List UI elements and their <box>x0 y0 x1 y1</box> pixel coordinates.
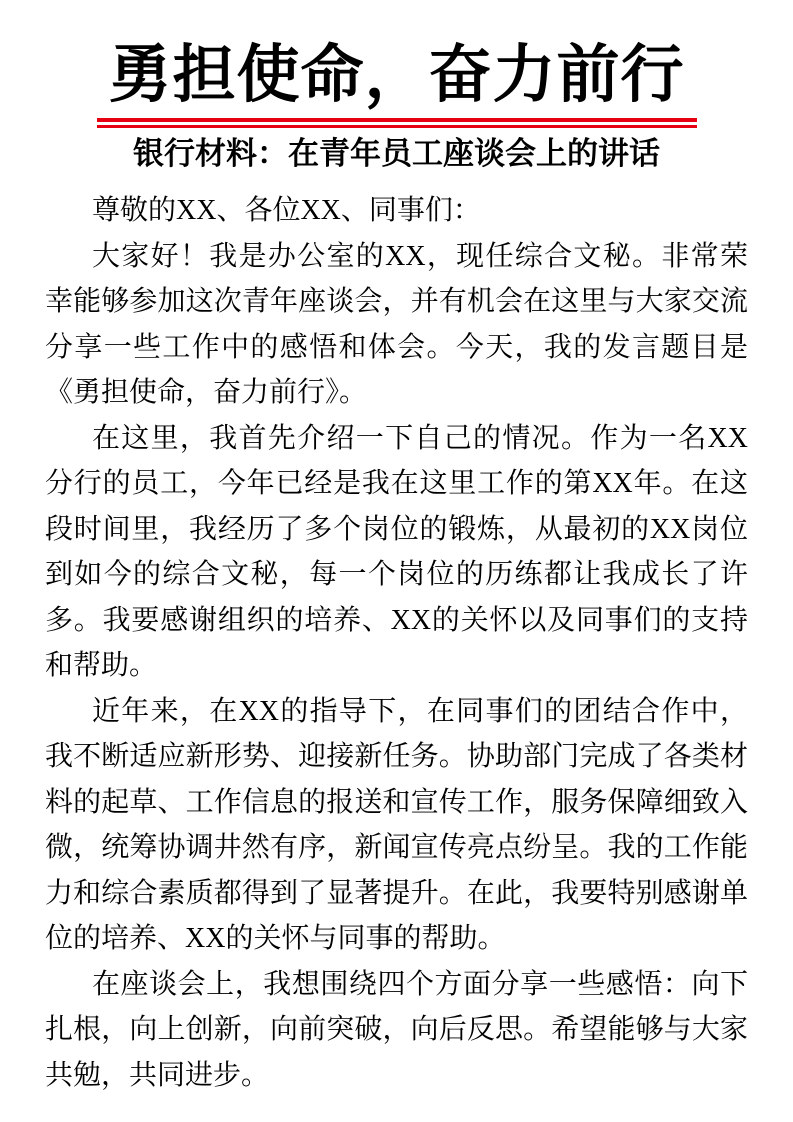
paragraph-salutation: 尊敬的XX、各位XX、同事们： <box>92 195 481 226</box>
document-subtitle: 银行材料：在青年员工座谈会上的讲话 <box>133 136 660 171</box>
paragraph-work-review: 近年来，在XX的指导下，在同事们的团结合作中，我不断适应新形势、迎接新任务。协助部门完成了各类材料的起草、工作信息的报送和宣传工作，服务保障细致入微，统筹协调井然有序，新闻宣传亮点纷呈。我的工作能力和综合素质都得到了显著提升。在此，我要特别感谢单位的培养、XX的关怀与同事的帮助。 <box>45 695 748 954</box>
paragraph-outline: 在座谈会上，我想围绕四个方面分享一些感悟：向下扎根，向上创新，向前突破，向后反思。希望能够与大家共勉，共同进步。 <box>45 968 748 1091</box>
title-double-underline <box>97 118 697 128</box>
document-title: 勇担使命，奋力前行 <box>108 40 685 110</box>
document-body <box>45 188 748 1098</box>
paragraph-greeting: 大家好！我是办公室的XX，现任综合文秘。非常荣幸能够参加这次青年座谈会，并有机会在这里与大家交流分享一些工作中的感悟和体会。今天，我的发言题目是《勇担使命，奋力前行》。 <box>45 240 748 408</box>
paragraph-self-introduction: 在这里，我首先介绍一下自己的情况。作为一名XX分行的员工，今年已经是我在这里工作的第XX年。在这段时间里，我经历了多个岗位的锻炼，从最初的XX岗位到如今的综合文秘，每一个岗位的历练都让我成长了许多。我要感谢组织的培养、XX的关怀以及同事们的支持和帮助。 <box>45 422 748 681</box>
